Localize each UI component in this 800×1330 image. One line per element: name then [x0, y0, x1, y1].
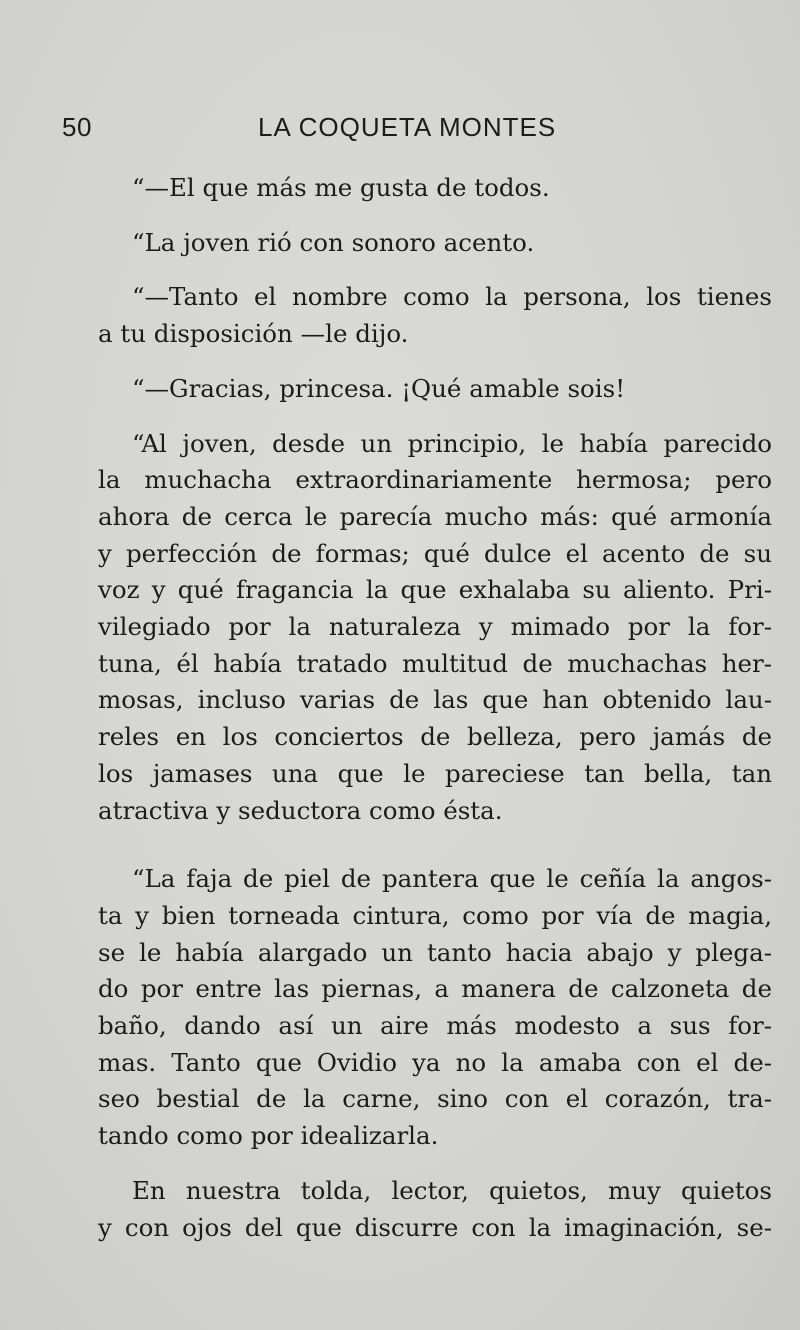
text-line: los jamases una que le pareciese tan bella, tan: [98, 758, 772, 788]
text-line: “—Gracias, princesa. ¡Qué amable sois!: [132, 373, 626, 403]
text-line: do por entre las piernas, a manera de calzoneta de: [98, 974, 772, 1004]
text-line: tando como por idealizarla.: [98, 1121, 439, 1151]
text-line: reles en los conciertos de belleza, pero jamás de: [98, 722, 772, 752]
text-line: y con ojos del que discurre con la imaginación, se-: [98, 1212, 772, 1242]
text-line: atractiva y seductora como ésta.: [98, 795, 503, 825]
text-line: y perfección de formas; qué dulce el acento de su: [98, 538, 772, 568]
paragraph: [64, 225, 772, 262]
text-line: “La faja de piel de pantera que le ceñía la angos-: [132, 864, 772, 894]
page-number: 50: [62, 112, 92, 142]
text-line: tuna, él había tratado multitud de muchachas her-: [98, 648, 772, 678]
text-line: voz y qué fragancia la que exhalaba su aliento. Pri-: [98, 575, 772, 605]
text-line: mas. Tanto que Ovidio ya no la amaba con el de-: [98, 1047, 772, 1077]
paragraph: [64, 1173, 772, 1246]
text-line: “—El que más me gusta de todos.: [132, 173, 550, 202]
running-head: LA COQUETA MONTES: [258, 112, 557, 142]
text-line: vilegiado por la naturaleza y mimado por la for-: [98, 612, 772, 642]
paragraph: [64, 279, 772, 352]
text-line: ta y bien torneada cintura, como por vía de magia,: [98, 900, 772, 930]
text-line: En nuestra tolda, lector, quietos, muy quietos: [132, 1175, 772, 1205]
text-line: la muchacha extraordinariamente hermosa; pero: [98, 465, 772, 495]
text-line: baño, dando así un aire más modesto a sus for-: [98, 1011, 772, 1041]
paragraph: [64, 170, 772, 207]
body-text: [64, 170, 772, 1246]
text-line: se le había alargado un tanto hacia abajo y plega-: [98, 937, 772, 967]
text-line: “—Tanto el nombre como la persona, los tienes: [132, 282, 772, 312]
paragraph: [64, 426, 772, 830]
text-line: a tu disposición —le dijo.: [98, 319, 409, 349]
paragraph: [64, 371, 772, 408]
text-line: “La joven rió con sonoro acento.: [132, 227, 535, 257]
text-line: seo bestial de la carne, sino con el corazón, tra-: [98, 1084, 772, 1114]
text-line: “Al joven, desde un principio, le había parecido: [132, 428, 772, 458]
page-header: [62, 112, 742, 152]
text-line: mosas, incluso varias de las que han obtenido lau-: [98, 685, 772, 715]
text-line: ahora de cerca le parecía mucho más: qué armonía: [98, 501, 772, 531]
paragraph: [64, 861, 772, 1155]
